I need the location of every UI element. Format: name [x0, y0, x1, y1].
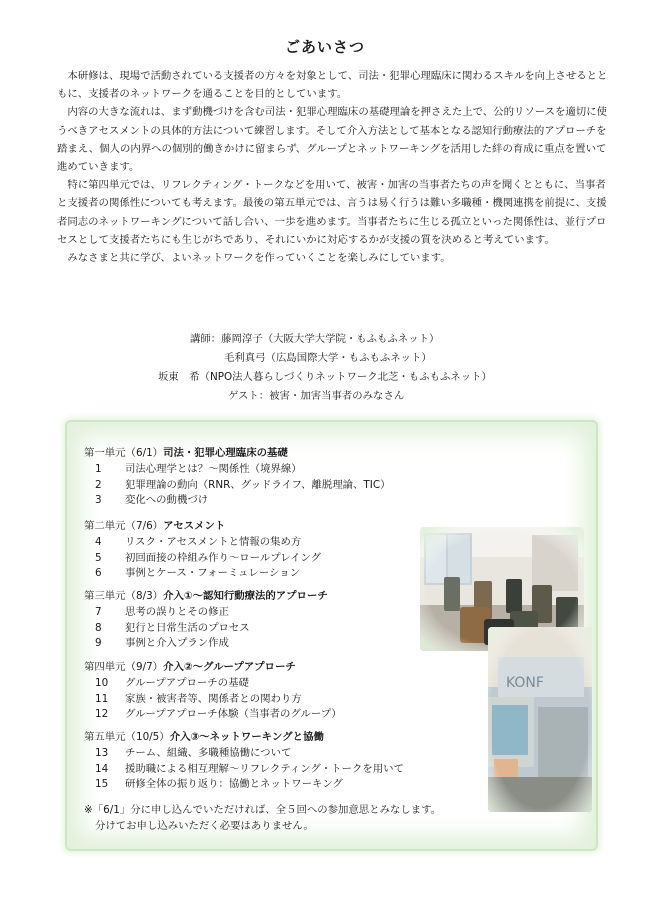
- session-title: リスク・アセスメントと情報の集め方: [125, 536, 302, 548]
- unit-topic: 介入②～グループアプローチ: [163, 661, 296, 673]
- session-title: 思考の誤りとその修正: [125, 606, 229, 618]
- session-number: 14: [95, 762, 109, 775]
- page-title: ごあいさつ: [284, 38, 365, 56]
- session-title: 変化への動機づけ: [125, 494, 209, 506]
- unit-label: 第三単元（8/3）: [84, 590, 164, 602]
- session-item: [84, 636, 328, 652]
- unit-topic: 司法・犯罪心理臨床の基礎: [163, 447, 288, 459]
- session-item: [84, 566, 321, 582]
- session-item: [84, 621, 328, 637]
- unit-4: [84, 658, 342, 723]
- session-title: グループアプローチ体験（当事者のグループ）: [125, 708, 342, 720]
- greeting-paragraph: みなさまと共に学び、よいネットワークを作っていくことを楽しみにしています。: [67, 252, 451, 265]
- session-title: 犯行と日常生活のプロセス: [125, 621, 250, 634]
- unit-label: 第五単元（10/5）: [84, 731, 170, 743]
- unit-label: 第二単元（7/6）: [84, 520, 164, 532]
- lecturer-line: 坂東 希（NPO法人暮らしづくりネットワーク北芝・もふもふネット）: [158, 371, 492, 383]
- session-title: 家族・被害者等、関係者との関わり方: [125, 692, 302, 705]
- session-number: 6: [95, 567, 102, 579]
- session-number: 3: [95, 494, 102, 506]
- greeting-paragraph: 本研修は、現場で活動されている支援者の方々を対象として、司法・犯罪心理臨床に関わるスキルを向上させるとともに、支援者のネットワークを通ることを目的としています。: [57, 70, 608, 101]
- session-item: [84, 676, 342, 692]
- unit-5: [84, 728, 404, 793]
- session-item: [84, 493, 391, 509]
- lecturer-list: [0, 330, 650, 406]
- session-number: 1: [95, 463, 102, 475]
- session-title: 事例とケース・フォーミュレーション: [125, 567, 300, 579]
- session-title: 研修全体の振り返り：協働とネットワーキング: [125, 778, 343, 790]
- session-title: 司法心理学とは？～関係性（境界線）: [125, 463, 302, 475]
- session-item: [84, 692, 342, 708]
- office-photo: [488, 627, 592, 812]
- session-item: [84, 762, 404, 778]
- note-line: 分けてお申し込みいただく必要はありません。: [95, 819, 314, 832]
- unit-3: [84, 587, 328, 652]
- unit-label: 第一単元（6/1）: [84, 447, 164, 459]
- session-title: 犯罪理論の動向（RNR、グッドライフ、離脱理論、TIC）: [125, 478, 391, 491]
- unit-2: [84, 517, 321, 582]
- session-item: [84, 462, 391, 478]
- lecturer-line: ゲスト：被害・加害当事者のみなさん: [228, 390, 405, 402]
- session-title: 事例と介入プラン作成: [125, 637, 229, 649]
- unit-label: 第四単元（9/7）: [84, 661, 164, 673]
- session-item: [84, 746, 404, 762]
- session-item: [84, 605, 328, 621]
- session-number: 8: [95, 621, 102, 634]
- session-number: 13: [95, 747, 109, 759]
- session-number: 11: [95, 692, 109, 705]
- greeting-paragraph: 特に第四単元では、リフレクティング・トークなどを用いて、被害・加害の当事者たちの声を聞くとともに、当事者と支援者の関係性についても考えます。最後の第五単元では、言うは易く行うは難い多職種・機関連携を前提に、支援者同志のネットワーキングについて話し合い、一歩を進めます。当事者たちに生じる孤立といった関係性は、並行プロセスとして支援者たちにも生じがちであり、それにいかに対応するかが支援の質を決めると考えています。: [57, 179, 607, 246]
- greeting-paragraph: 内容の大きな流れは、まず動機づけを含む司法・犯罪心理臨床の基礎理論を押さえた上で、公的リソースを適切に使うべきアセスメントの具体的方法について練習します。そして介入方法として基本となる認知行動療法的アプローチを踏まえ、個人の内界への個別的働きかけに留まらず、グループとネットワーキングを活用した絆の育成に重点を置いて進めていきます。: [57, 106, 607, 174]
- session-title: 援助職による相互理解～リフレクティング・トークを用いて: [125, 762, 404, 775]
- unit-topic: 介入①～認知行動療法的アプローチ: [163, 590, 328, 602]
- registration-note: [84, 803, 441, 834]
- lecturer-line: 講師：藤岡淳子（大阪大学大学院・もふもふネット）: [190, 333, 440, 345]
- session-item: [84, 707, 342, 723]
- unit-1: [84, 444, 391, 509]
- session-number: 15: [95, 778, 109, 790]
- session-number: 5: [95, 551, 102, 564]
- session-item: [84, 777, 404, 793]
- session-item: [84, 551, 321, 567]
- session-number: 2: [95, 478, 102, 491]
- session-title: チーム、組織、多職種協働について: [125, 747, 292, 759]
- session-number: 10: [95, 677, 109, 689]
- session-number: 7: [95, 606, 102, 618]
- unit-topic: 介入③～ネットワーキングと協働: [169, 731, 324, 743]
- greeting-text: [57, 67, 615, 267]
- session-title: グループアプローチの基礎: [125, 677, 249, 689]
- session-item: [84, 535, 321, 551]
- unit-topic: アセスメント: [163, 520, 226, 532]
- session-number: 9: [95, 637, 102, 649]
- session-number: 12: [95, 708, 109, 720]
- session-title: 初回面接の枠組み作り～ロールプレイング: [125, 551, 322, 564]
- session-item: [84, 478, 391, 494]
- note-line: ※「6/1」分に申し込んでいただければ、全５回への参加意思とみなします。: [84, 804, 442, 816]
- lecturer-line: 毛利真弓（広島国際大学・もふもふネット）: [224, 352, 432, 364]
- program-box: [65, 420, 598, 851]
- session-number: 4: [95, 536, 102, 548]
